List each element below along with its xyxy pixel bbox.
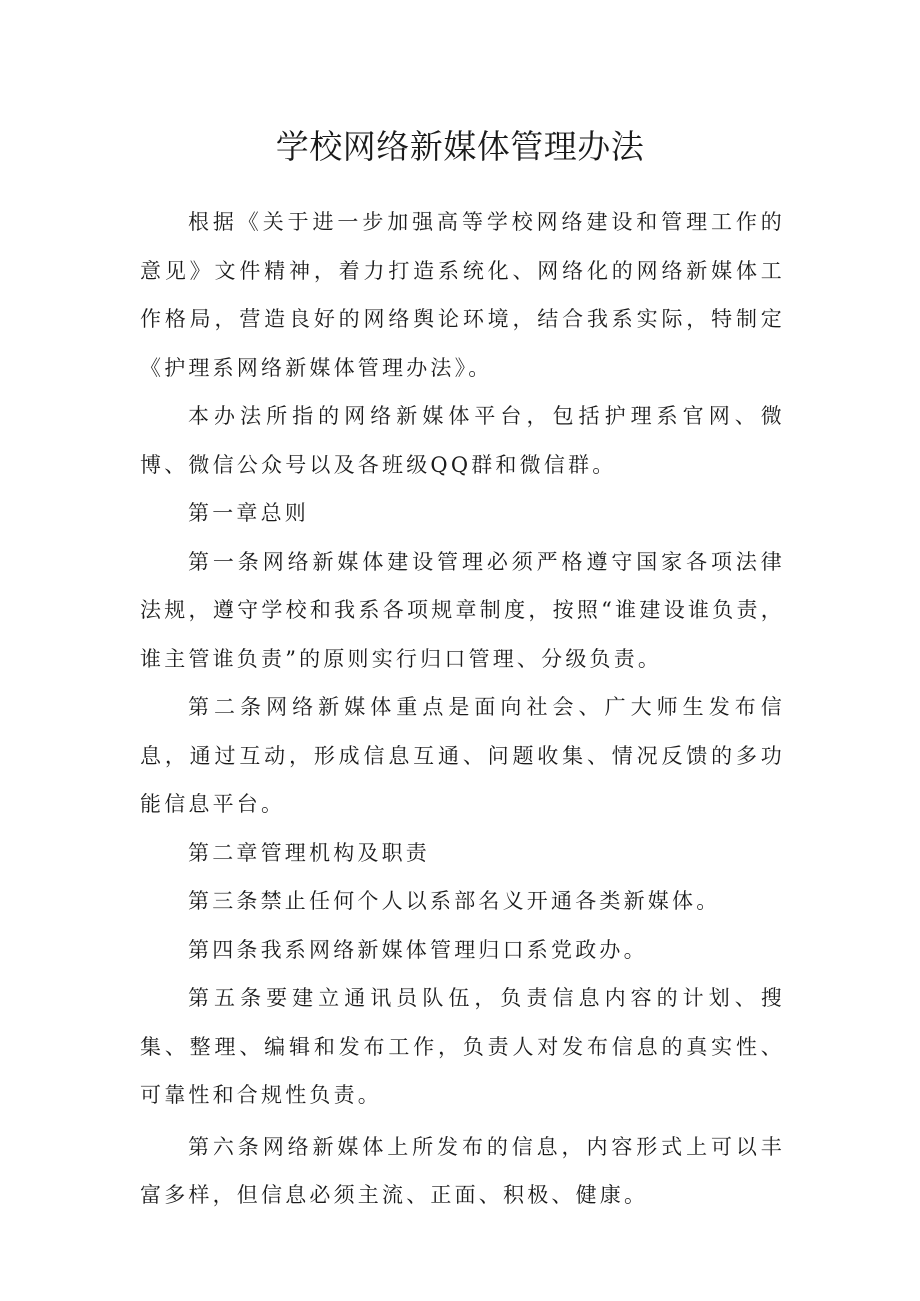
- article-2: 第二条网络新媒体重点是面向社会、广大师生发布信息，通过互动，形成信息互通、问题收集、情况反馈的多功能信息平台。: [140, 695, 785, 816]
- chapter-heading-1: 第一章总则: [188, 501, 309, 525]
- article-3: 第三条禁止任何个人以系部名义开通各类新媒体。: [188, 889, 721, 913]
- document-body: [140, 198, 785, 1220]
- article-4: 第四条我系网络新媒体管理归口系党政办。: [188, 937, 648, 962]
- chapter-heading-2: 第二章管理机构及职责: [188, 840, 430, 865]
- document-title: 学校网络新媒体管理办法: [275, 127, 645, 166]
- paragraph-intro: 根据《关于进一步加强高等学校网络建设和管理工作的意见》文件精神，着力打造系统化、网络化的网络新媒体工作格局，营造良好的网络舆论环境，结合我系实际，特制定《护理系网络新媒体管理办法》。: [140, 210, 785, 380]
- article-1: 第一条网络新媒体建设管理必须严格遵守国家各项法律法规，遵守学校和我系各项规章制度，按照“谁建设谁负责，谁主管谁负责”的原则实行归口管理、分级负责。: [140, 549, 785, 671]
- article-5: 第五条要建立通讯员队伍，负责信息内容的计划、搜集、整理、编辑和发布工作，负责人对发布信息的真实性、可靠性和合规性负责。: [140, 986, 785, 1107]
- paragraph-scope: 本办法所指的网络新媒体平台，包括护理系官网、微博、微信公众号以及各班级QQ群和微信群。: [140, 404, 785, 477]
- article-6: 第六条网络新媒体上所发布的信息，内容形式上可以丰富多样，但信息必须主流、正面、积极、健康。: [140, 1134, 785, 1207]
